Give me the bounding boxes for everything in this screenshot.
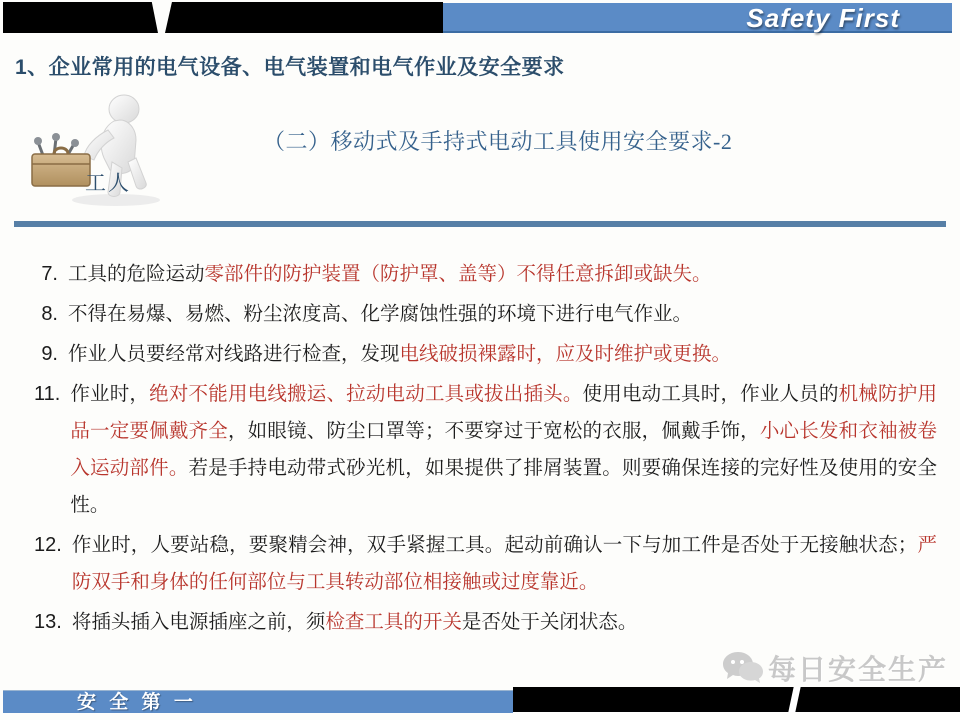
text-segment-red: 电线破损裸露时，应及时维护或更换。 xyxy=(399,343,732,365)
text-segment-black: 不得在易爆、易燃、粉尘浓度高、化学腐蚀性强的环境下进行电气作业。 xyxy=(68,303,693,325)
text-segment-red: 机械防护用品一定要佩戴齐全 xyxy=(70,383,937,442)
text-segment-black: 将插头插入电源插座之前，须 xyxy=(71,611,326,633)
list-item xyxy=(34,336,937,373)
text-segment-red: 小心长发和衣袖被卷入运动部件。 xyxy=(70,420,937,479)
list-item-text xyxy=(68,296,937,333)
section-heading: 1、企业常用的电气设备、电气装置和电气作业及安全要求 xyxy=(15,56,565,79)
text-segment-black: 若是手持电动带式砂光机，如果提供了排屑装置。则要确保连接的完好性及使用的安全性。 xyxy=(70,457,937,516)
bottom-bar-slash xyxy=(788,687,800,712)
text-segment-black: 是否处于关闭状态。 xyxy=(461,611,638,633)
list-item xyxy=(34,527,937,601)
footer-slogan: 安 全 第 一 xyxy=(77,692,197,713)
text-segment-black: 作业时， xyxy=(70,383,150,405)
horizontal-divider xyxy=(14,221,946,227)
list-item-text xyxy=(70,376,937,524)
watermark xyxy=(720,648,948,688)
top-black-bar-center xyxy=(165,2,443,33)
list-item-number: 12. xyxy=(34,534,62,556)
list-item-text xyxy=(72,527,937,601)
banner-slogan: Safety First xyxy=(746,3,900,33)
top-blue-banner xyxy=(443,3,952,33)
list-item-text xyxy=(68,336,937,373)
top-black-bar-left xyxy=(3,2,158,33)
list-item xyxy=(34,296,937,333)
list-item-text xyxy=(72,604,937,641)
list-item-number: 11. xyxy=(34,383,61,405)
text-segment-black: 工具的危险运动 xyxy=(68,263,205,285)
list-item xyxy=(34,256,937,293)
text-segment-black: 作业时，人要站稳，要聚精会神，双手紧握工具。起动前确认一下与加工件是否处于无接触状态； xyxy=(71,534,918,556)
text-segment-black: 使用电动工具时，作业人员的 xyxy=(582,383,839,405)
bottom-blue-bar xyxy=(3,690,513,713)
chat-bubbles-icon xyxy=(720,648,764,688)
worker-caption: 工人 xyxy=(85,172,131,195)
text-segment-black: ，如眼镜、防尘口罩等；不要穿过于宽松的衣服，佩戴手饰， xyxy=(227,420,760,442)
text-segment-red: 零部件的防护装置（防护罩、盖等）不得任意拆卸或缺失。 xyxy=(204,263,712,285)
list-item xyxy=(34,376,937,524)
text-segment-red: 绝对不能用电线搬运、拉动电动工具或拔出插头。 xyxy=(149,383,583,405)
text-segment-red: 检查工具的开关 xyxy=(325,611,462,633)
text-segment-black: 作业人员要经常对线路进行检查，发现 xyxy=(68,343,400,365)
bottom-black-bar xyxy=(513,687,960,712)
list-item-number: 13. xyxy=(34,611,62,633)
watermark-label: 每日安全生产 xyxy=(767,654,948,685)
list-item-number: 8. xyxy=(41,303,58,325)
list-item-number: 7. xyxy=(41,263,58,285)
safety-list xyxy=(34,256,937,644)
slide-title: （二）移动式及手持式电动工具使用安全要求-2 xyxy=(263,129,733,154)
list-item xyxy=(34,604,937,641)
text-segment-red: 严防双手和身体的任何部位与工具转动部位相接触或过度靠近。 xyxy=(71,534,937,593)
list-item-text xyxy=(68,256,937,293)
list-item-number: 9. xyxy=(41,343,58,365)
